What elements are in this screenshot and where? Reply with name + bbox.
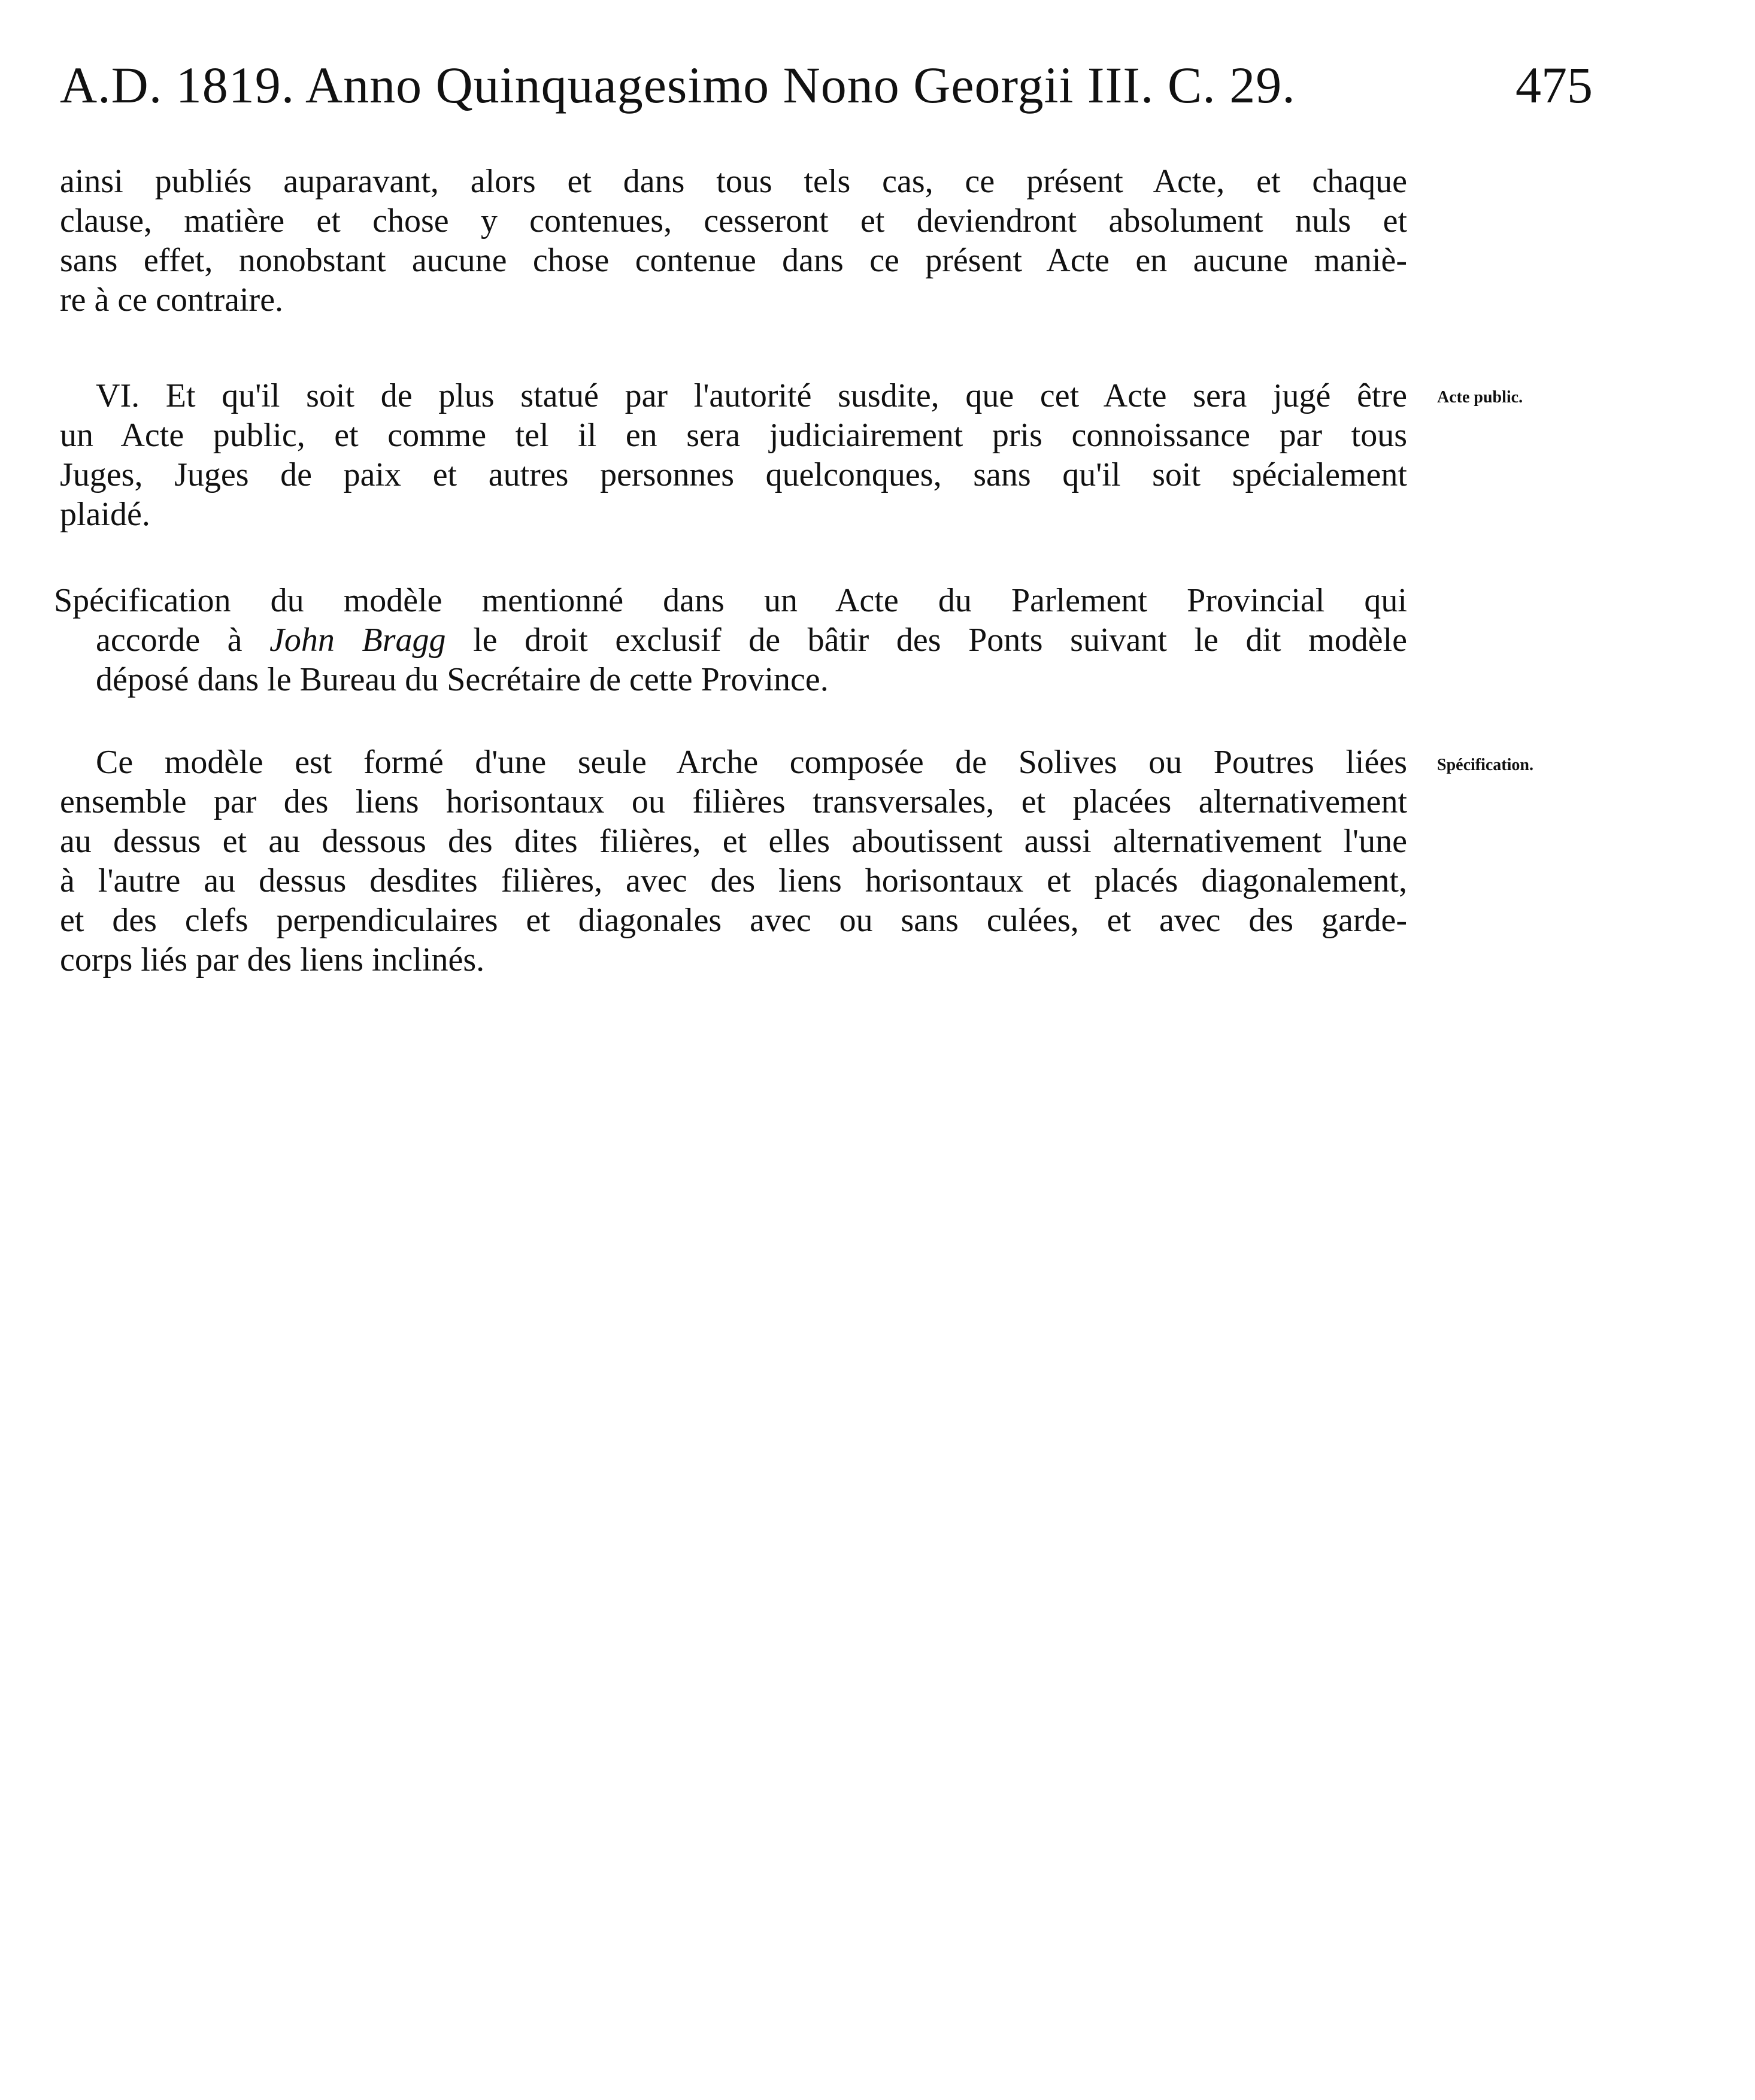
text-line: déposé dans le Bureau du Secrétaire de cette Province. — [96, 661, 829, 698]
text-line: Spécification du modèle mentionné dans un Acte du Parlement Provincial qui — [54, 582, 1407, 619]
running-title: A.D. 1819. Anno Quinquagesimo Nono Georgii III. C. 29. — [60, 56, 1296, 114]
page-header — [60, 55, 1593, 121]
patentee-name: John Bragg — [269, 622, 446, 659]
text-segment: le droit exclusif de bâtir des Ponts suivant le dit modèle — [445, 622, 1407, 659]
text-line: Ce modèle est formé d'une seule Arche composée de Solives ou Poutres liées — [96, 744, 1407, 781]
text-segment: accorde à — [96, 622, 270, 659]
text-line: à l'autre au dessus desdites filières, avec des liens horisontaux et placés diagonalement, — [60, 862, 1407, 899]
text-line: Juges, Juges de paix et autres personnes quelconques, sans qu'il soit spécialement — [60, 456, 1407, 493]
text-line: VI. Et qu'il soit de plus statué par l'autorité susdite, que cet Acte sera jugé être — [96, 377, 1407, 414]
page-number: 475 — [1515, 56, 1593, 114]
text-line: sans effet, nonobstant aucune chose contenue dans ce présent Acte en aucune maniè- — [60, 242, 1407, 279]
text-line: re à ce contraire. — [60, 281, 284, 319]
margin-note-acte-public: Acte public. — [1437, 388, 1523, 407]
text-line: plaidé. — [60, 496, 150, 533]
text-line: et des clefs perpendiculaires et diagonales avec ou sans culées, et avec des garde- — [60, 902, 1407, 939]
text-line: au dessus et au dessous des dites filières, et elles aboutissent aussi alternativement l'une — [60, 823, 1407, 860]
text-line: clause, matière et chose y contenues, cesseront et deviendront absolument nuls et — [60, 202, 1407, 240]
margin-note-specification: Spécification. — [1437, 756, 1533, 774]
text-line: corps liés par des liens inclinés. — [60, 941, 485, 978]
text-line: ensemble par des liens horisontaux ou filières transversales, et placées alternativement — [60, 783, 1407, 820]
text-line: ainsi publiés auparavant, alors et dans tous tels cas, ce présent Acte, et chaque — [60, 163, 1407, 200]
text-line: un Acte public, et comme tel il en sera judiciairement pris connoissance par tous — [60, 417, 1407, 454]
text-line — [96, 620, 1407, 660]
